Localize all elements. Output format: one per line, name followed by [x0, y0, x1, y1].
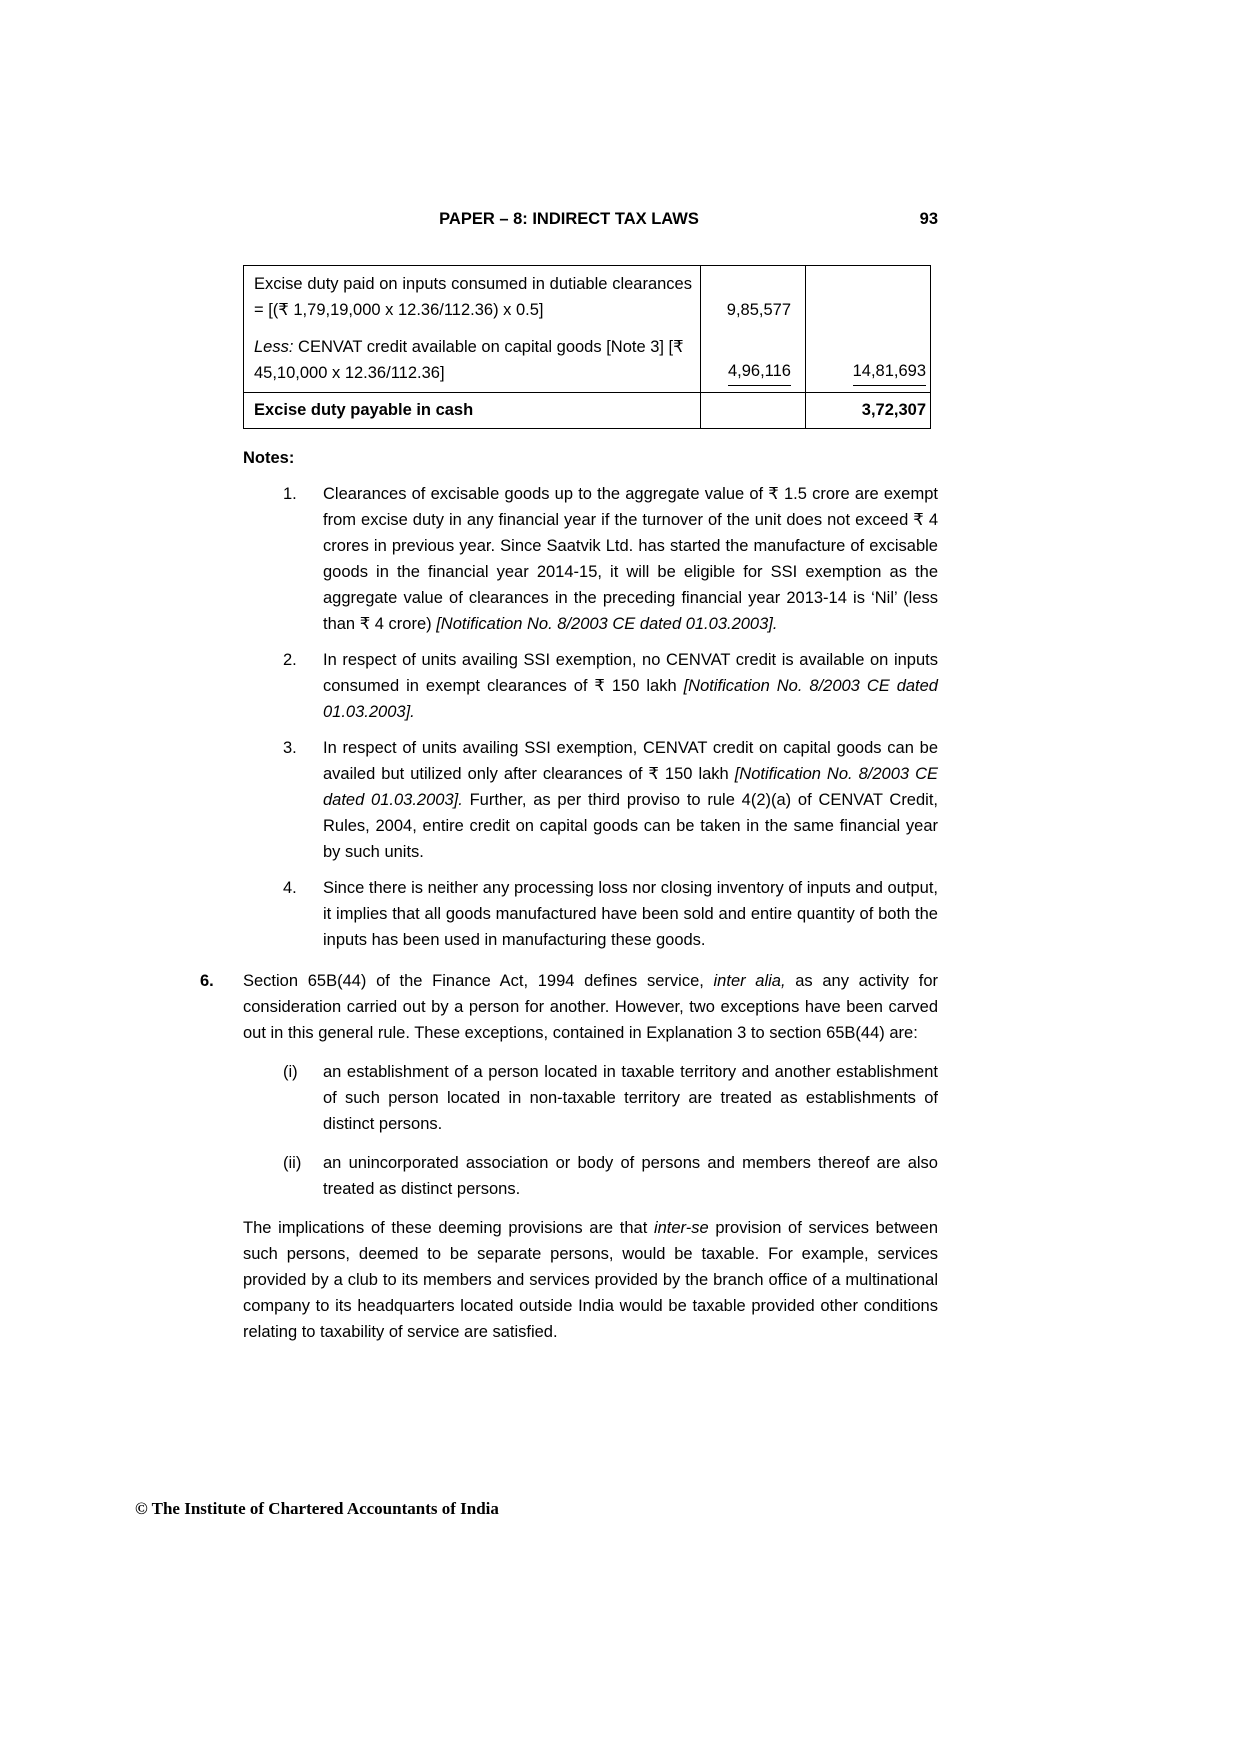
page-content: [200, 206, 938, 1345]
item-text-continued: as any activity for consideration carried out by a person for another. However, two exceptions have been carved out in this general rule. These exceptions, contained in Explanation 3 to section 65B(44) are:: [243, 972, 938, 1042]
question-item-6: [200, 968, 938, 1046]
cell-description: [244, 329, 701, 393]
notification-citation: [Notification No. 8/2003 CE dated 01.03.2003].: [323, 677, 938, 721]
cell-amount-col3: 3,72,307: [806, 393, 931, 429]
page-number: 93: [919, 210, 938, 228]
cell-amount-col3: [806, 329, 931, 393]
note-text-main: In respect of units availing SSI exemption, CENVAT credit on capital goods can be availed but utilized only after clearances of ₹ 150 lakh: [323, 739, 938, 783]
page-header: [200, 206, 938, 232]
closing-paragraph: [243, 1215, 938, 1345]
closing-text-continued: provision of services between such persons, deemed to be separate persons, would be taxable. For example, services provided by a club to its members and services provided by the branch office of a multinational company to its headquarters located outside India would be taxable provided other conditions relating to taxability of service are satisfied.: [243, 1219, 938, 1341]
note-text-main: In respect of units availing SSI exemption, no CENVAT credit is available on inputs consumed in exempt clearances of ₹ 150 lakh: [323, 651, 938, 695]
note-marker: 2.: [283, 651, 297, 669]
item-text: [243, 968, 938, 1046]
subtotal-amount: 4,96,116: [728, 358, 791, 386]
sub-item-marker: (ii): [283, 1154, 302, 1172]
sub-item-i: [283, 1059, 938, 1137]
cell-amount-col2: 9,85,577: [701, 266, 806, 330]
latin-phrase: inter-se: [653, 1219, 709, 1237]
subtotal-amount: 14,81,693: [853, 358, 926, 386]
note-text: [323, 875, 938, 953]
note-text-continued: Further, as per third proviso to rule 4(2)(a) of CENVAT Credit, Rules, 2004, entire credit on capital goods can be taken in the same financial year by such units.: [323, 791, 938, 861]
note-item-2: [283, 647, 938, 725]
excise-duty-calculation-table: [243, 265, 931, 429]
notes-heading: Notes:: [243, 449, 295, 467]
cell-amount-col3: [806, 266, 931, 330]
note-text: [323, 481, 938, 637]
note-text: [323, 647, 938, 725]
note-marker: 1.: [283, 485, 297, 503]
sub-item-text: an unincorporated association or body of persons and members thereof are also treated as distinct persons.: [323, 1154, 938, 1198]
notification-citation: [Notification No. 8/2003 CE dated 01.03.2003].: [436, 615, 778, 633]
item-text-main: Section 65B(44) of the Finance Act, 1994 defines service,: [243, 972, 714, 990]
notification-citation: [Notification No. 8/2003 CE dated 01.03.2003].: [323, 765, 938, 809]
less-label: Less:: [254, 338, 294, 356]
closing-text-main: The implications of these deeming provisions are that: [243, 1219, 654, 1237]
paper-title: PAPER – 8: INDIRECT TAX LAWS: [439, 210, 699, 228]
table-row-total: [244, 393, 931, 429]
note-text: [323, 735, 938, 865]
cell-amount-col2: [701, 329, 806, 393]
note-marker: 4.: [283, 879, 297, 897]
sub-item-marker: (i): [283, 1063, 298, 1081]
table-row-inputs-duty: [244, 266, 931, 330]
table-row-less-cenvat: [244, 329, 931, 393]
copyright-footer: © The Institute of Chartered Accountants of India: [135, 1499, 499, 1518]
cell-description: Excise duty paid on inputs consumed in dutiable clearances = [(₹ 1,79,19,000 x 12.36/112.36) x 0.5]: [244, 266, 701, 330]
note-item-3: [283, 735, 938, 865]
less-description: CENVAT credit available on capital goods [Note 3] [₹ 45,10,000 x 12.36/112.36]: [254, 338, 684, 382]
latin-phrase: inter alia,: [713, 972, 786, 990]
note-text-main: Since there is neither any processing loss nor closing inventory of inputs and output, it implies that all goods manufactured have been sold and entire quantity of both the inputs has been used in manufacturing these goods.: [323, 879, 938, 949]
note-item-4: [283, 875, 938, 953]
note-marker: 3.: [283, 739, 297, 757]
note-text-main: Clearances of excisable goods up to the aggregate value of ₹ 1.5 crore are exempt from excise duty in any financial year if the turnover of the unit does not exceed ₹ 4 crores in previous year. Since Saatvik Ltd. has started the manufacture of excisable goods in the financial year 2014-15, it will be eligible for SSI exemption as the aggregate value of clearances in the preceding financial year 2013-14 is ‘Nil’ (less than ₹ 4 crore): [323, 485, 938, 633]
note-item-1: [283, 481, 938, 637]
item-marker: 6.: [200, 972, 214, 990]
sub-item-ii: [283, 1150, 938, 1202]
cell-description: Excise duty payable in cash: [244, 393, 701, 429]
cell-amount-col2: [701, 393, 806, 429]
sub-item-text: an establishment of a person located in taxable territory and another establishment of such person located in non-taxable territory are treated as establishments of distinct persons.: [323, 1063, 938, 1133]
